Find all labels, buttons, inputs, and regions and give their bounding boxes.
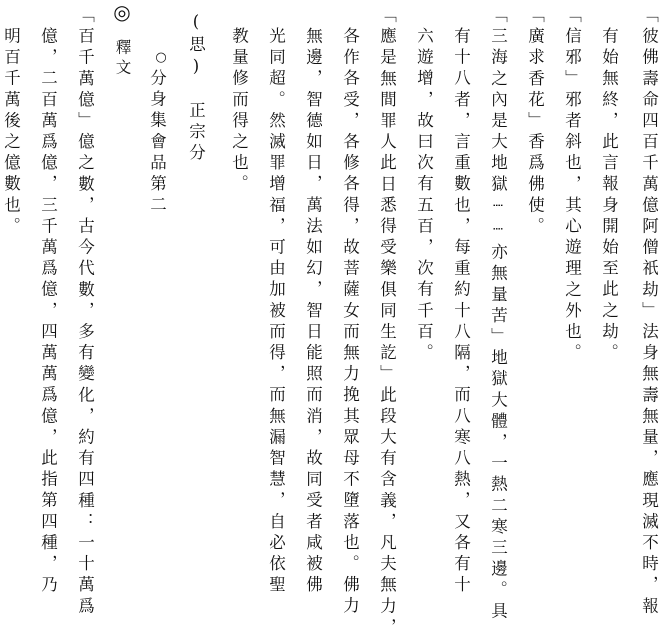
text-column-15: 明百千萬後之億數也。 <box>1 27 21 238</box>
text-column-13: 「百千萬億」億之數，古今代數，多有變化，約有四種：一十萬爲 <box>75 6 95 618</box>
double-circle-marker: ◎ <box>113 0 131 24</box>
text-column-10: 無邊，智德如日，萬法如幻，智日能照而消，故同受者咸被佛 <box>303 27 323 597</box>
text-column-8: 「應是無間罪人此日悉得受樂俱同生訖」此段大有含義，凡夫無力， <box>377 6 397 639</box>
text-column-1: 「彼佛壽命四百千萬億阿僧祇劫」法身無壽無量，應現滅不時，報 <box>639 6 659 618</box>
text-column-7: 六遊增，故曰次有五百，次有千百。 <box>414 27 434 365</box>
bullet-marker: ○ <box>155 50 167 65</box>
text-column-11: 光同超。然滅罪增福，可由加被而得，而無漏智慧，自必依聖 <box>266 27 286 597</box>
section-heading: (思) 正宗分 <box>186 12 206 165</box>
text-column-5: 「三海之內是大地獄┈┈亦無量苦」地獄大體，一熱二寒三邊。具 <box>488 6 508 623</box>
chapter-title: 分身集會品第二 <box>147 69 167 217</box>
text-column-14: 億，二百萬爲億，三千萬爲億，四萬萬爲億，此指第四種，乃 <box>38 27 58 597</box>
text-column-6: 有十八者，言重數也，每重約十八隔，而八寒八熱，又各有十 <box>451 27 471 597</box>
text-column-9: 各作各受，各修各得，故菩薩女而無力挽其眾母不墮落也。佛力 <box>340 27 360 618</box>
commentary-heading: 釋文 <box>113 39 132 80</box>
text-column-2: 有始無終，此言報身開始至此之劫。 <box>599 27 619 365</box>
text-column-4: 「廣求香花」香爲佛使。 <box>525 6 545 239</box>
text-column-12: 教量修而得之也。 <box>229 27 249 196</box>
text-column-3: 「信邪」邪者斜也，其心遊理之外也。 <box>562 6 582 365</box>
